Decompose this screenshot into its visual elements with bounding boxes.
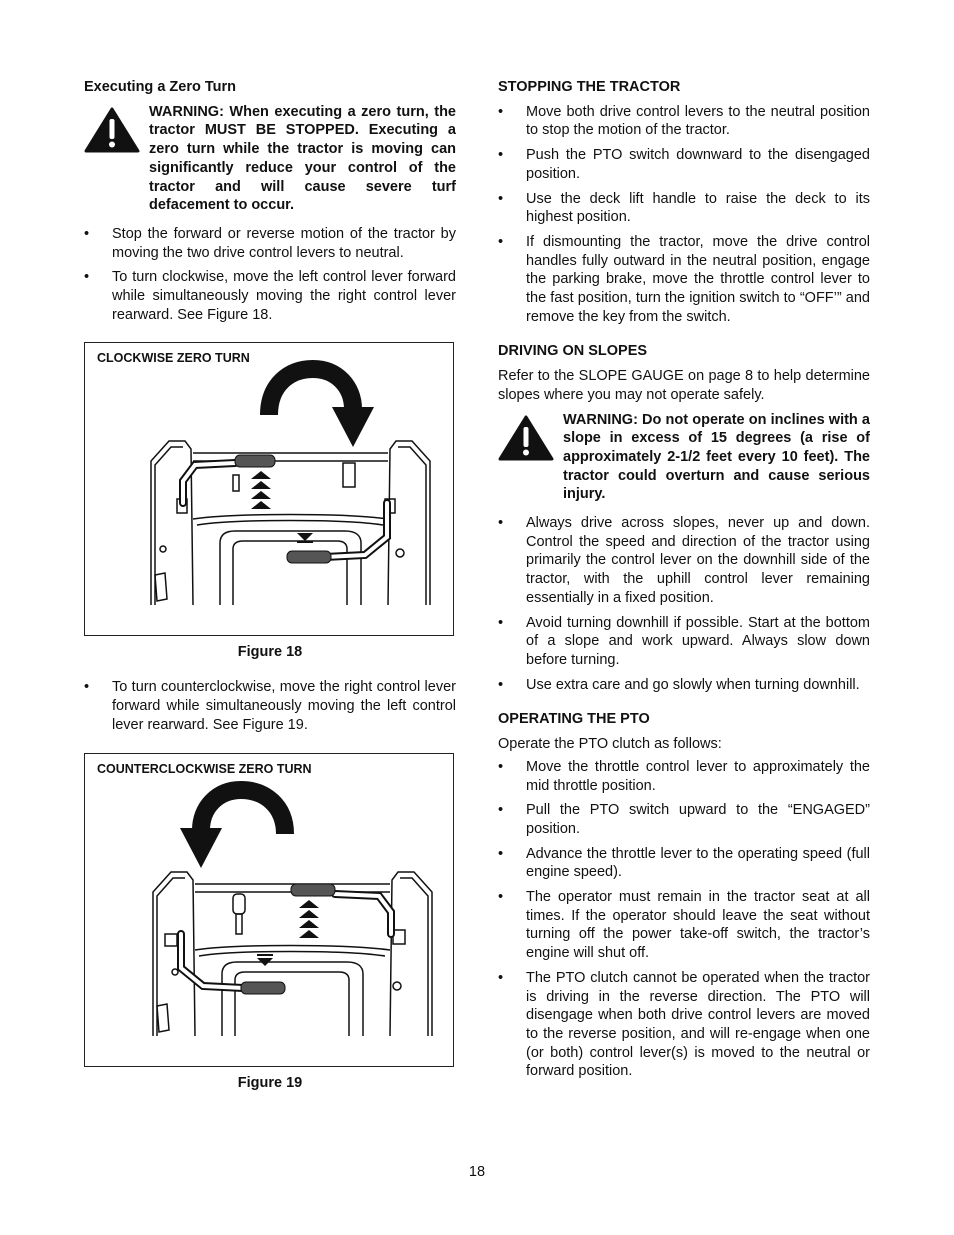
figure-18-caption: Figure 18 — [237, 644, 303, 661]
slopes-intro: Refer to the SLOPE GAUGE on page 8 to help determine slopes where you may not operate safely. — [498, 368, 870, 403]
slopes-bullets — [498, 514, 870, 694]
list-item: • To turn clockwise, move the left control lever forward while simultaneously moving the right control lever rearward. See Figure 18. — [84, 268, 456, 324]
list-item: • Pull the PTO switch upward to the “ENGAGED” position. — [498, 801, 870, 838]
pto-heading: OPERATING THE PTO — [498, 711, 650, 728]
stopping-section — [498, 78, 870, 326]
stopping-bullets — [498, 103, 870, 327]
list-item: • The operator must remain in the tractor seat at all times. If the operator should leave the seat without turning off the power take-off switch, the tractor’s engine will shut off. — [498, 888, 870, 963]
slopes-warning — [498, 411, 870, 505]
list-item: • Use the deck lift handle to raise the deck to its highest position. — [498, 190, 870, 227]
figure-18-illustration — [85, 343, 453, 635]
clockwise-arrow-icon — [269, 369, 374, 447]
stopping-heading: STOPPING THE TRACTOR — [498, 79, 681, 95]
slopes-section — [498, 342, 870, 694]
slopes-warning-text: WARNING: Do not operate on inclines with a slope in excess of 15 degrees (a rise of approximately 2-1/2 feet every 10 feet). The tractor could overturn and cause serious injury. — [563, 411, 870, 503]
zero-turn-warning-text: WARNING: When executing a zero turn, the tractor MUST BE STOPPED. Executing a zero turn while the tractor is moving can significantly reduce your control of the tractor and will cause severe turf defacement to occur. — [149, 103, 456, 214]
warning-triangle-icon — [498, 415, 554, 461]
figure-19-caption: Figure 19 — [237, 1074, 303, 1091]
left-column — [84, 78, 456, 1109]
list-item: • Push the PTO switch downward to the disengaged position. — [498, 146, 870, 183]
zero-turn-bullets-b — [84, 678, 456, 734]
pto-intro: Operate the PTO clutch as follows: — [498, 736, 722, 753]
counterclockwise-arrow-icon — [180, 790, 285, 868]
pto-section — [498, 710, 870, 1081]
figure-19-title: COUNTERCLOCKWISE ZERO TURN — [97, 761, 312, 776]
list-item: • Move both drive control levers to the neutral position to stop the motion of the tractor. — [498, 103, 870, 140]
figure-18-title: CLOCKWISE ZERO TURN — [97, 351, 250, 366]
list-item: • Avoid turning downhill if possible. Start at the bottom of a slope and work upward. Always slow down before turning. — [498, 614, 870, 670]
pto-bullets — [498, 758, 870, 1081]
page-number: 18 — [468, 1164, 486, 1180]
zero-turn-warning — [84, 103, 456, 215]
list-item: • Advance the throttle lever to the operating speed (full engine speed). — [498, 845, 870, 882]
zero-turn-heading: Executing a Zero Turn — [84, 79, 237, 95]
figure-18-box — [84, 342, 454, 636]
list-item: • Move the throttle control lever to approximately the mid throttle position. — [498, 758, 870, 795]
list-item: • Always drive across slopes, never up and down. Control the speed and direction of the tractor using primarily the control lever on the downhill side of the tractor, with the uphill control lever remaining essentially in a fixed position. — [498, 514, 870, 608]
right-column — [498, 78, 870, 1097]
list-item: • To turn counterclockwise, move the right control lever forward while simultaneously moving the left control lever rearward. See Figure 19. — [84, 678, 456, 734]
figure-19-box — [84, 753, 454, 1067]
list-item: • The PTO clutch cannot be operated when the tractor is driving in the reverse direction. The PTO will disengage when both drive control levers are moved to the reverse position, and will re-engage when one (or both) control lever(s) is moved to the neutral or forward position. — [498, 969, 870, 1081]
list-item: • Use extra care and go slowly when turning downhill. — [498, 676, 870, 695]
slopes-heading: DRIVING ON SLOPES — [498, 343, 648, 360]
warning-triangle-icon — [84, 107, 140, 153]
list-item: • If dismounting the tractor, move the drive control handles fully outward in the neutral position, engage the parking brake, move the throttle control lever to the fast position, turn the ignition switch to “OFF’” and remove the key from the switch. — [498, 233, 870, 327]
zero-turn-bullets-a — [84, 225, 456, 325]
figure-19-illustration — [85, 754, 453, 1066]
list-item: • Stop the forward or reverse motion of the tractor by moving the two drive control levers to neutral. — [84, 225, 456, 262]
